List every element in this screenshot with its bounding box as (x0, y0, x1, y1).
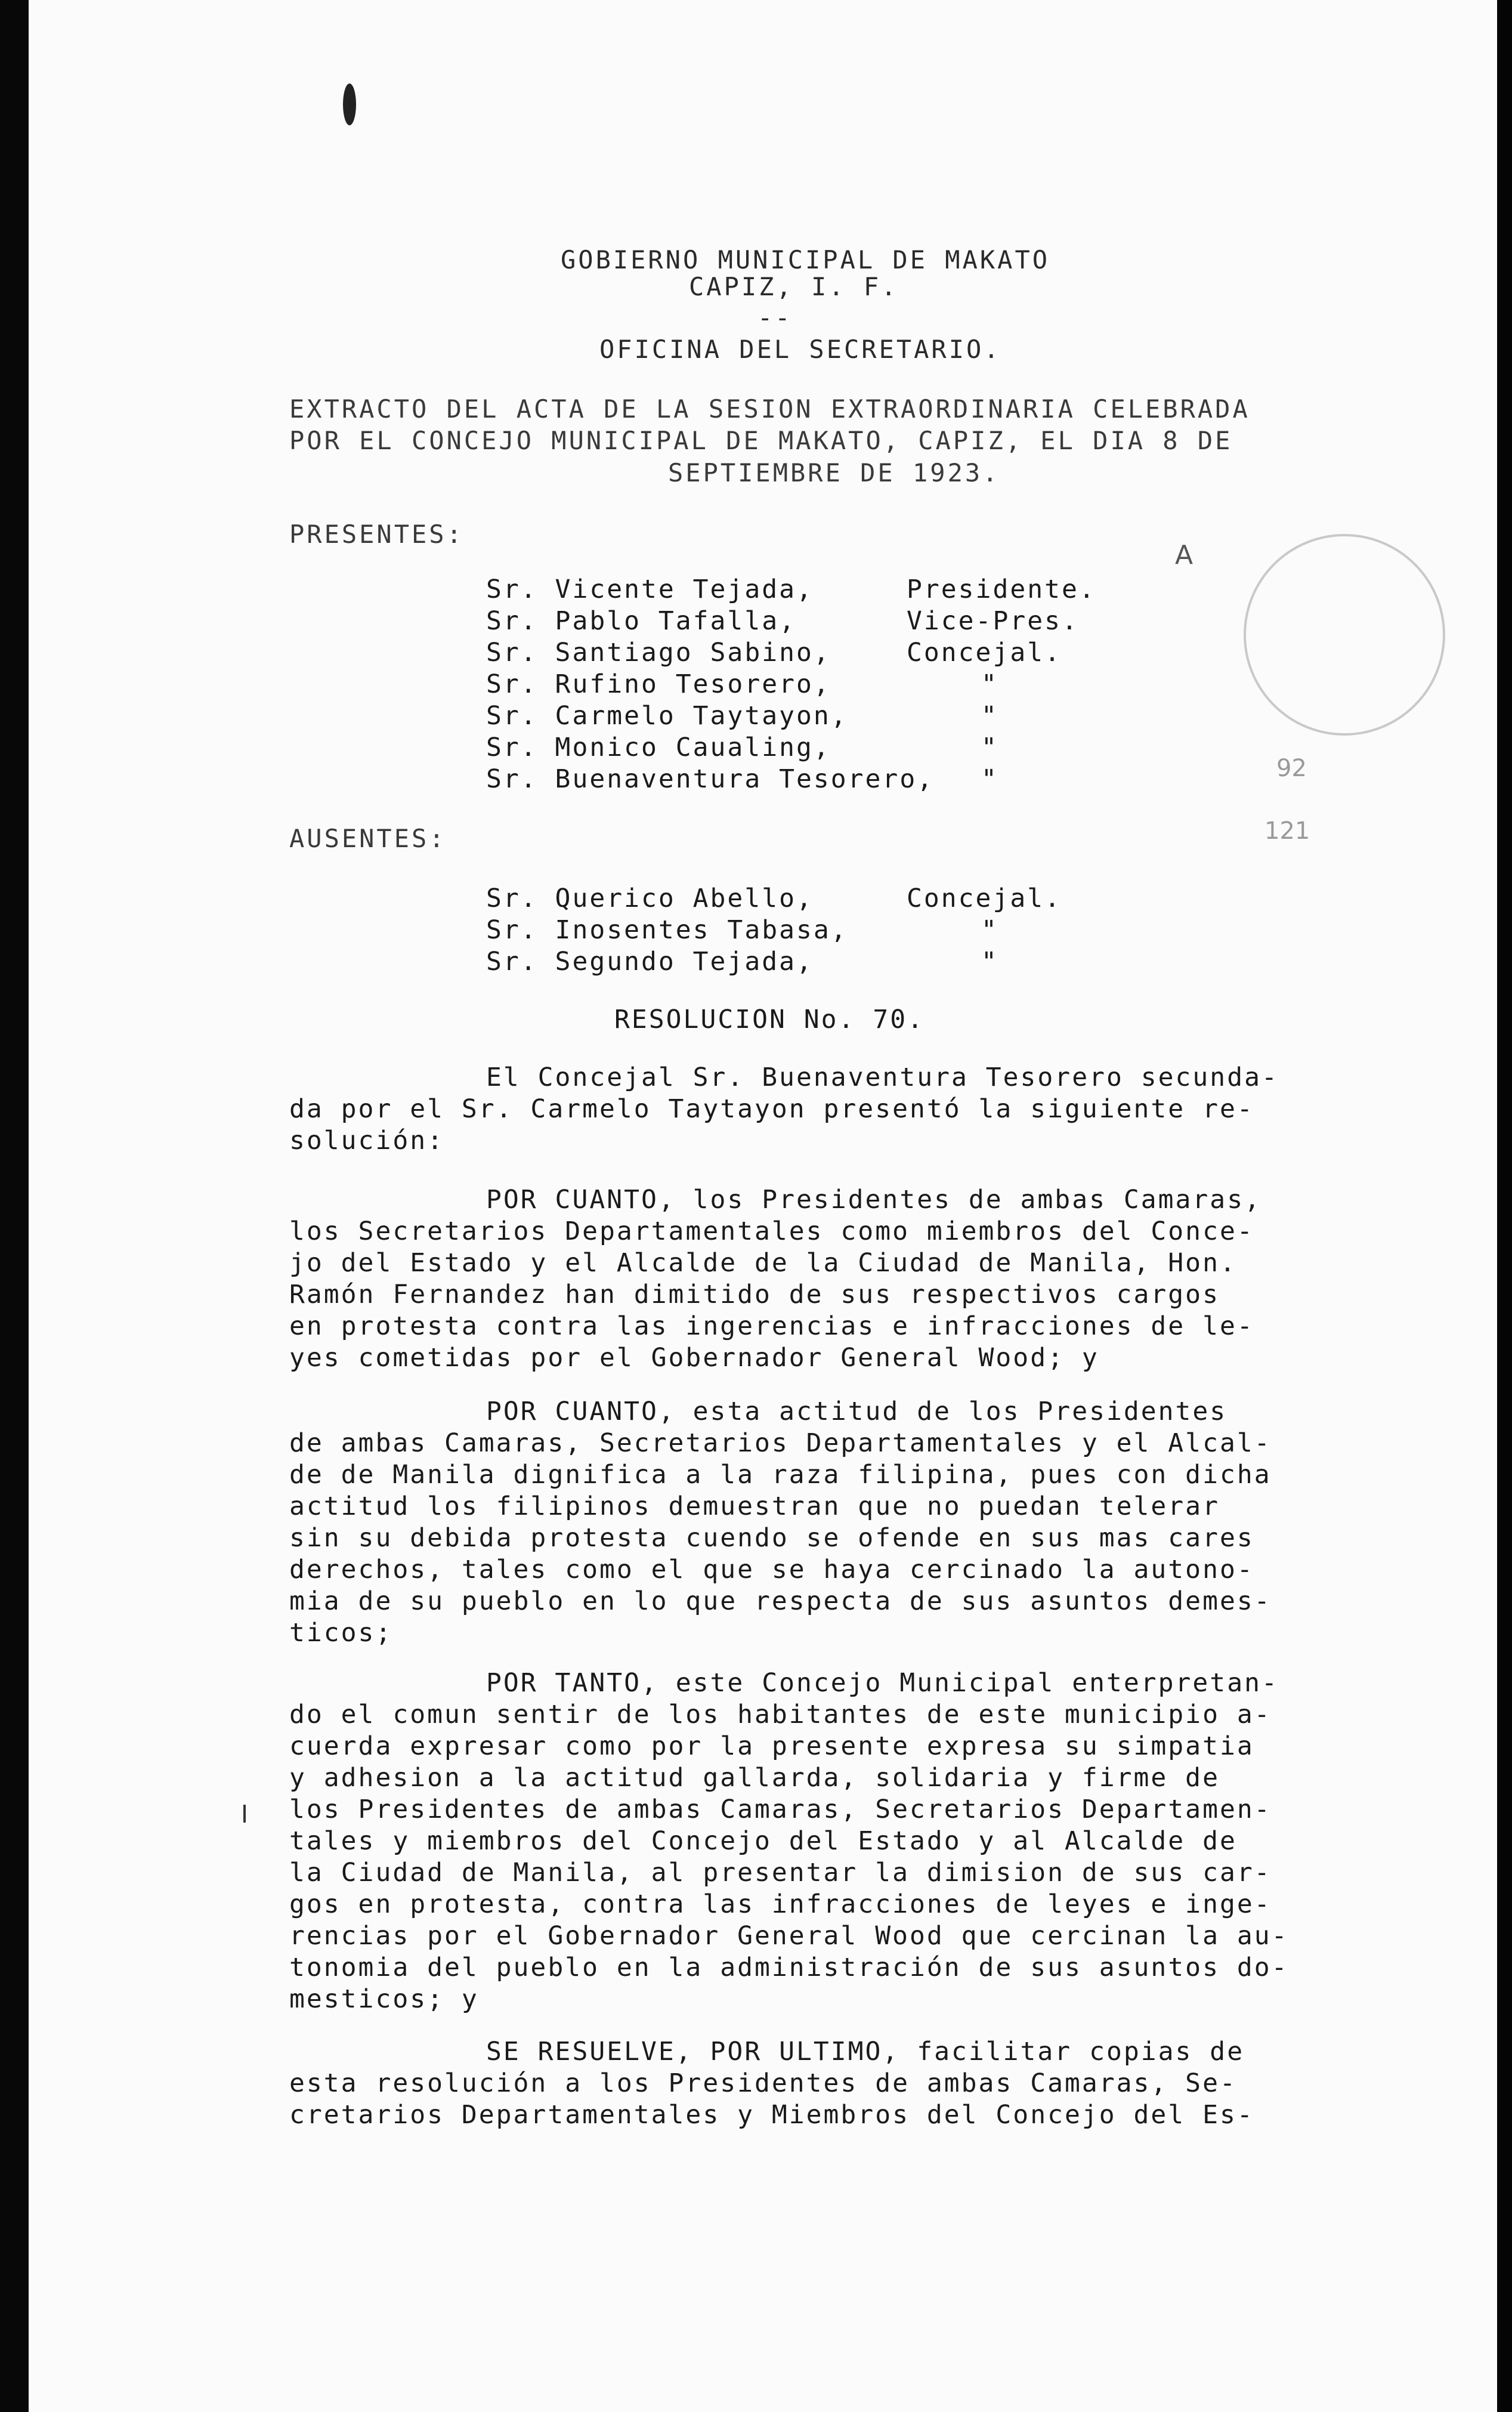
stamp-number: 121 (1264, 817, 1310, 845)
para4-line: SE RESUELVE, POR ULTIMO, facilitar copias de (486, 2037, 1245, 2067)
resolution-title: RESOLUCION No. 70. (614, 1005, 924, 1034)
intro-line: solución: (289, 1126, 444, 1156)
attendee-name: Sr. Rufino Tesorero, (486, 669, 831, 699)
para2-line: actitud los filipinos demuestran que no puedan telerar (289, 1491, 1220, 1521)
para1-line: los Secretarios Departamentales como miembros del Conce- (289, 1216, 1254, 1246)
absentee-role: Concejal. (907, 884, 1062, 913)
absentee-role: " (981, 915, 998, 945)
attendee-name: Sr. Vicente Tejada, (486, 575, 814, 604)
para2-line: derechos, tales como el que se haya cercinado la autono- (289, 1555, 1254, 1585)
extract-line: POR EL CONCEJO MUNICIPAL DE MAKATO, CAPIZ, EL DIA 8 DE (289, 426, 1233, 455)
header-office: OFICINA DEL SECRETARIO. (599, 335, 1001, 364)
absentee-name: Sr. Querico Abello, (486, 884, 814, 913)
para1-line: POR CUANTO, los Presidentes de ambas Camaras, (486, 1185, 1261, 1215)
received-stamp (1244, 534, 1445, 736)
attendee-name: Sr. Buenaventura Tesorero, (486, 764, 935, 794)
attendee-name: Sr. Monico Caualing, (486, 733, 831, 762)
extract-line: SEPTIEMBRE DE 1923. (668, 458, 1000, 487)
header-municipality: GOBIERNO MUNICIPAL DE MAKATO (561, 245, 1050, 274)
para1-line: en protesta contra las ingerencias e infracciones de le- (289, 1311, 1254, 1341)
scan-left-border (0, 0, 29, 2412)
absentee-name: Sr. Inosentes Tabasa, (486, 915, 848, 945)
presentes-label: PRESENTES: (289, 520, 464, 549)
scan-right-border (1497, 0, 1512, 2412)
para2-line: sin su debida protesta cuendo se ofende en sus mas cares (289, 1523, 1254, 1553)
intro-line: da por el Sr. Carmelo Taytayon presentó la siguiente re- (289, 1094, 1254, 1124)
para3-line: mesticos; y (289, 1984, 479, 2014)
para2-line: ticos; (289, 1618, 393, 1648)
intro-line: El Concejal Sr. Buenaventura Tesorero secunda- (486, 1063, 1279, 1092)
attendee-name: Sr. Santiago Sabino, (486, 638, 831, 668)
para3-line: cuerda expresar como por la presente expresa su simpatia (289, 1731, 1254, 1761)
para3-line: do el comun sentir de los habitantes de este municipio a- (289, 1700, 1272, 1730)
ausentes-label: AUSENTES: (289, 824, 447, 853)
attendee-role: " (981, 733, 998, 762)
para3-line: los Presidentes de ambas Camaras, Secretarios Departamen- (289, 1795, 1272, 1824)
margin-letter-a: A (1175, 540, 1193, 570)
para3-line: tales y miembros del Concejo del Estado y al Alcalde de (289, 1826, 1237, 1856)
attendee-role: Vice-Pres. (907, 606, 1079, 636)
para2-line: POR CUANTO, esta actitud de los Presidentes (486, 1397, 1227, 1426)
para2-line: de de Manila dignifica a la raza filipina, pues con dicha (289, 1460, 1272, 1490)
attendee-role: " (981, 669, 998, 699)
margin-tick (243, 1805, 246, 1823)
header-province: CAPIZ, I. F. (689, 272, 899, 301)
para1-line: jo del Estado y el Alcalde de la Ciudad de Manila, Hon. (289, 1248, 1237, 1278)
attendee-role: Presidente. (907, 575, 1096, 604)
para2-line: de ambas Camaras, Secretarios Departamentales y el Alcal- (289, 1428, 1272, 1458)
para3-line: gos en protesta, contra las infracciones de leyes e inge- (289, 1889, 1272, 1919)
ink-blot (343, 84, 356, 125)
para4-line: esta resolución a los Presidentes de ambas Camaras, Se- (289, 2068, 1237, 2098)
attendee-name: Sr. Carmelo Taytayon, (486, 701, 848, 731)
stamp-number: 92 (1276, 755, 1307, 782)
para2-line: mia de su pueblo en lo que respecta de sus asuntos demes- (289, 1586, 1272, 1616)
attendee-role: " (981, 701, 998, 731)
attendee-role: " (981, 764, 998, 794)
para3-line: tonomia del pueblo en la administración de sus asuntos do- (289, 1953, 1289, 1982)
para3-line: y adhesion a la actitud gallarda, solidaria y firme de (289, 1763, 1220, 1793)
para1-line: yes cometidas por el Gobernador General Wood; y (289, 1343, 1099, 1373)
absentee-role: " (981, 947, 998, 977)
para3-line: la Ciudad de Manila, al presentar la dimision de sus car- (289, 1858, 1272, 1888)
attendee-name: Sr. Pablo Tafalla, (486, 606, 796, 636)
extract-line: EXTRACTO DEL ACTA DE LA SESION EXTRAORDINARIA CELEBRADA (289, 394, 1250, 424)
para4-line: cretarios Departamentales y Miembros del Concejo del Es- (289, 2100, 1254, 2130)
attendee-role: Concejal. (907, 638, 1062, 668)
para1-line: Ramón Fernandez han dimitido de sus respectivos cargos (289, 1280, 1220, 1310)
para3-line: rencias por el Gobernador General Wood que cercinan la au- (289, 1921, 1289, 1951)
header-separator: -- (757, 303, 793, 332)
para3-line: POR TANTO, este Concejo Municipal enterpretan- (486, 1668, 1279, 1698)
absentee-name: Sr. Segundo Tejada, (486, 947, 814, 977)
